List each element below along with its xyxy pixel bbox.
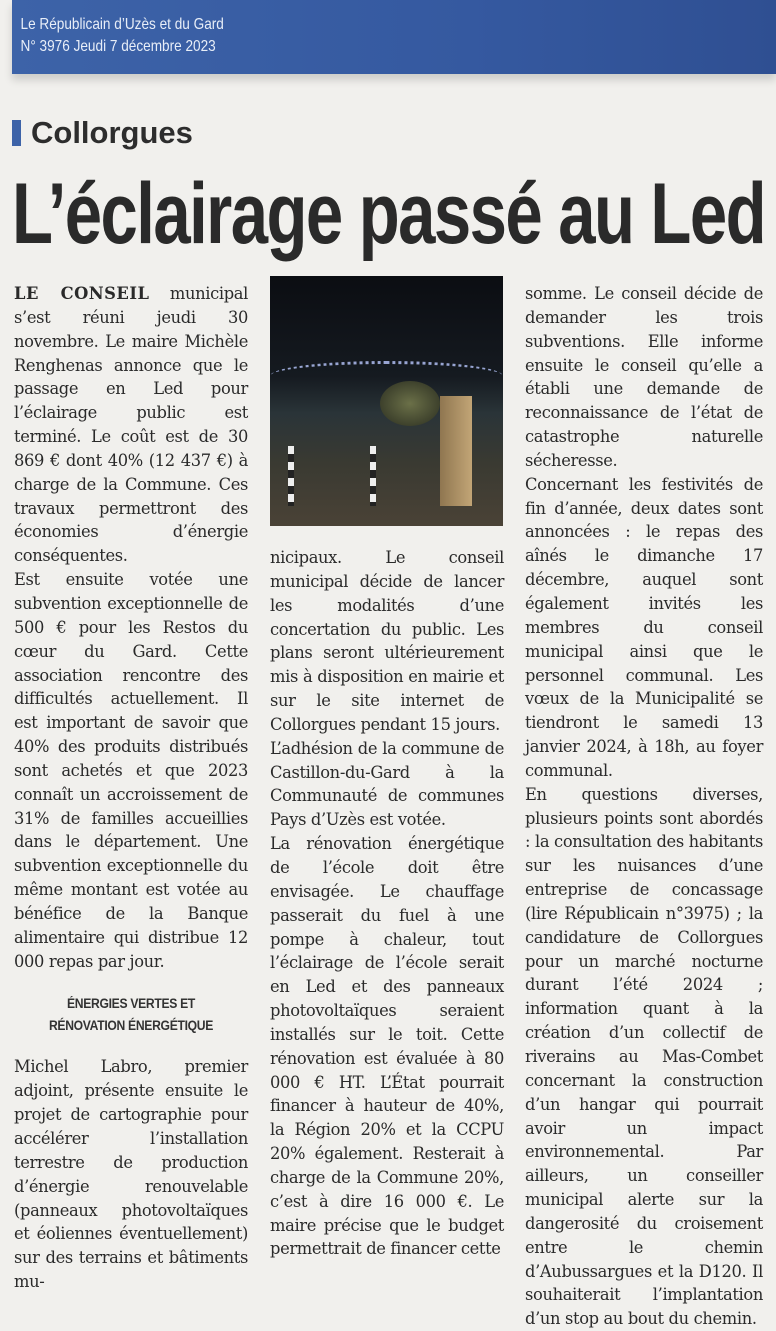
issue-date: N° 3976 Jeudi 7 décembre 2023 — [20, 38, 216, 55]
paragraph: L’adhésion de la commune de Castillon-du-Gard à la Communauté de communes Pays d’Uzès est votée. — [270, 738, 504, 830]
led-lights — [270, 361, 503, 391]
paragraph: La rénovation énergétique de l’école doit être envisagée. Le chauffage passerait du fuel à une pompe à chaleur, tout l’éclairage de l’école serait en Led et des panneaux photovoltaïques seraient installés sur le toit. Cette rénovation est évaluée à 80 000 € HT. L’État pourrait financer à hauteur de 40%, la Région 20% et la CCPU 20% également. Resterait à charge de la Commune 20%, c’est à dire 16 000 €. Le maire précise que le budget permettrait de financer cette — [270, 834, 504, 1259]
paragraph-text: municipal s’est réuni jeudi 30 novembre. Le maire Michèle Renghenas annonce que le passage en Led pour l’éclairage public est terminé. Le coût est de 30 869 € dont 40% (12 437 €) à charge de la Commune. Ces travaux permettront des économies d’énergie conséquentes. — [14, 284, 248, 566]
column-2 — [270, 546, 504, 1261]
tree — [380, 381, 440, 426]
section-marker — [12, 120, 21, 146]
publication-banner — [12, 0, 776, 74]
column-1 — [14, 282, 248, 1294]
paragraph — [14, 282, 248, 568]
section-heading — [12, 115, 193, 151]
paragraph: En questions diverses, plusieurs points sont abordés : la consultation des habitants sur les nuisances d’une entreprise de concassage (lire Républicain n°3975) ; la candidature de Collorgues pour un marché nocturne durant l’été 2024 ; information quant à la création d’un collectif de riverains au Mas-Combet concernant la construction d’un hangar qui pourrait avoir un impact environnemental. Par ailleurs, un conseiller municipal alerte sur la dangerosité du croisement entre le chemin d’Aubussargues et la D120. Il souhaiterait l’implantation d’un stop au bout du chemin. — [525, 784, 763, 1329]
column-3 — [525, 282, 763, 1331]
stone-pillar — [440, 396, 472, 506]
subheading-line: RÉNOVATION ÉNERGÉTIQUE — [48, 1018, 214, 1034]
bollard — [288, 446, 294, 506]
paragraph: Michel Labro, premier adjoint, présente ensuite le projet de cartographie pour accélérer l’installation terrestre de production d’énergie renouvelable (panneaux photovoltaïques et éoliennes éventuellement) sur des terrains et bâtiments mu- — [14, 1057, 248, 1292]
section-label: Collorgues — [31, 115, 193, 150]
paragraph: Est ensuite votée une subvention exceptionnelle de 500 € pour les Restos du cœur du Gard. Cette association rencontre des difficultés actuellement. Il est important de savoir que 40% des produits distribués sont achetés et que 2023 connaît un accroissement de 31% de familles accueillies dans le département. Une subvention exceptionnelle du même montant est votée au bénéfice de la Banque alimentaire qui distribue 12 000 repas par jour. — [14, 570, 248, 971]
publication-name: Le Républicain d’Uzès et du Gard — [20, 16, 224, 33]
article-title: L’éclairage passé au Led — [12, 166, 766, 262]
lead-in: LE CONSEIL — [14, 284, 150, 303]
night-street-lighting-photo — [270, 276, 503, 526]
subheading-line: ÉNERGIES VERTES ET — [66, 996, 195, 1012]
paragraph: somme. Le conseil décide de demander les trois subventions. Elle informe ensuite le conseil qu’elle a établi une demande de reconnaissance de l’état de catastrophe naturelle sécheresse. — [525, 284, 763, 470]
subheading — [26, 993, 237, 1037]
paragraph: nicipaux. Le conseil municipal décide de lancer les modalités d’une concertation du public. Les plans seront ultérieurement mis à disposition en mairie et sur le site internet de Collorgues pendant 15 jours. — [270, 548, 504, 734]
bollard — [370, 446, 376, 506]
paragraph: Concernant les festivités de fin d’année, deux dates sont annoncées : le repas des aînés le dimanche 17 décembre, auquel sont également invités les membres du conseil municipal ainsi que le personnel communal. Les vœux de la Municipalité se tiendront le samedi 13 janvier 2024, à 18h, au foyer communal. — [525, 474, 763, 780]
